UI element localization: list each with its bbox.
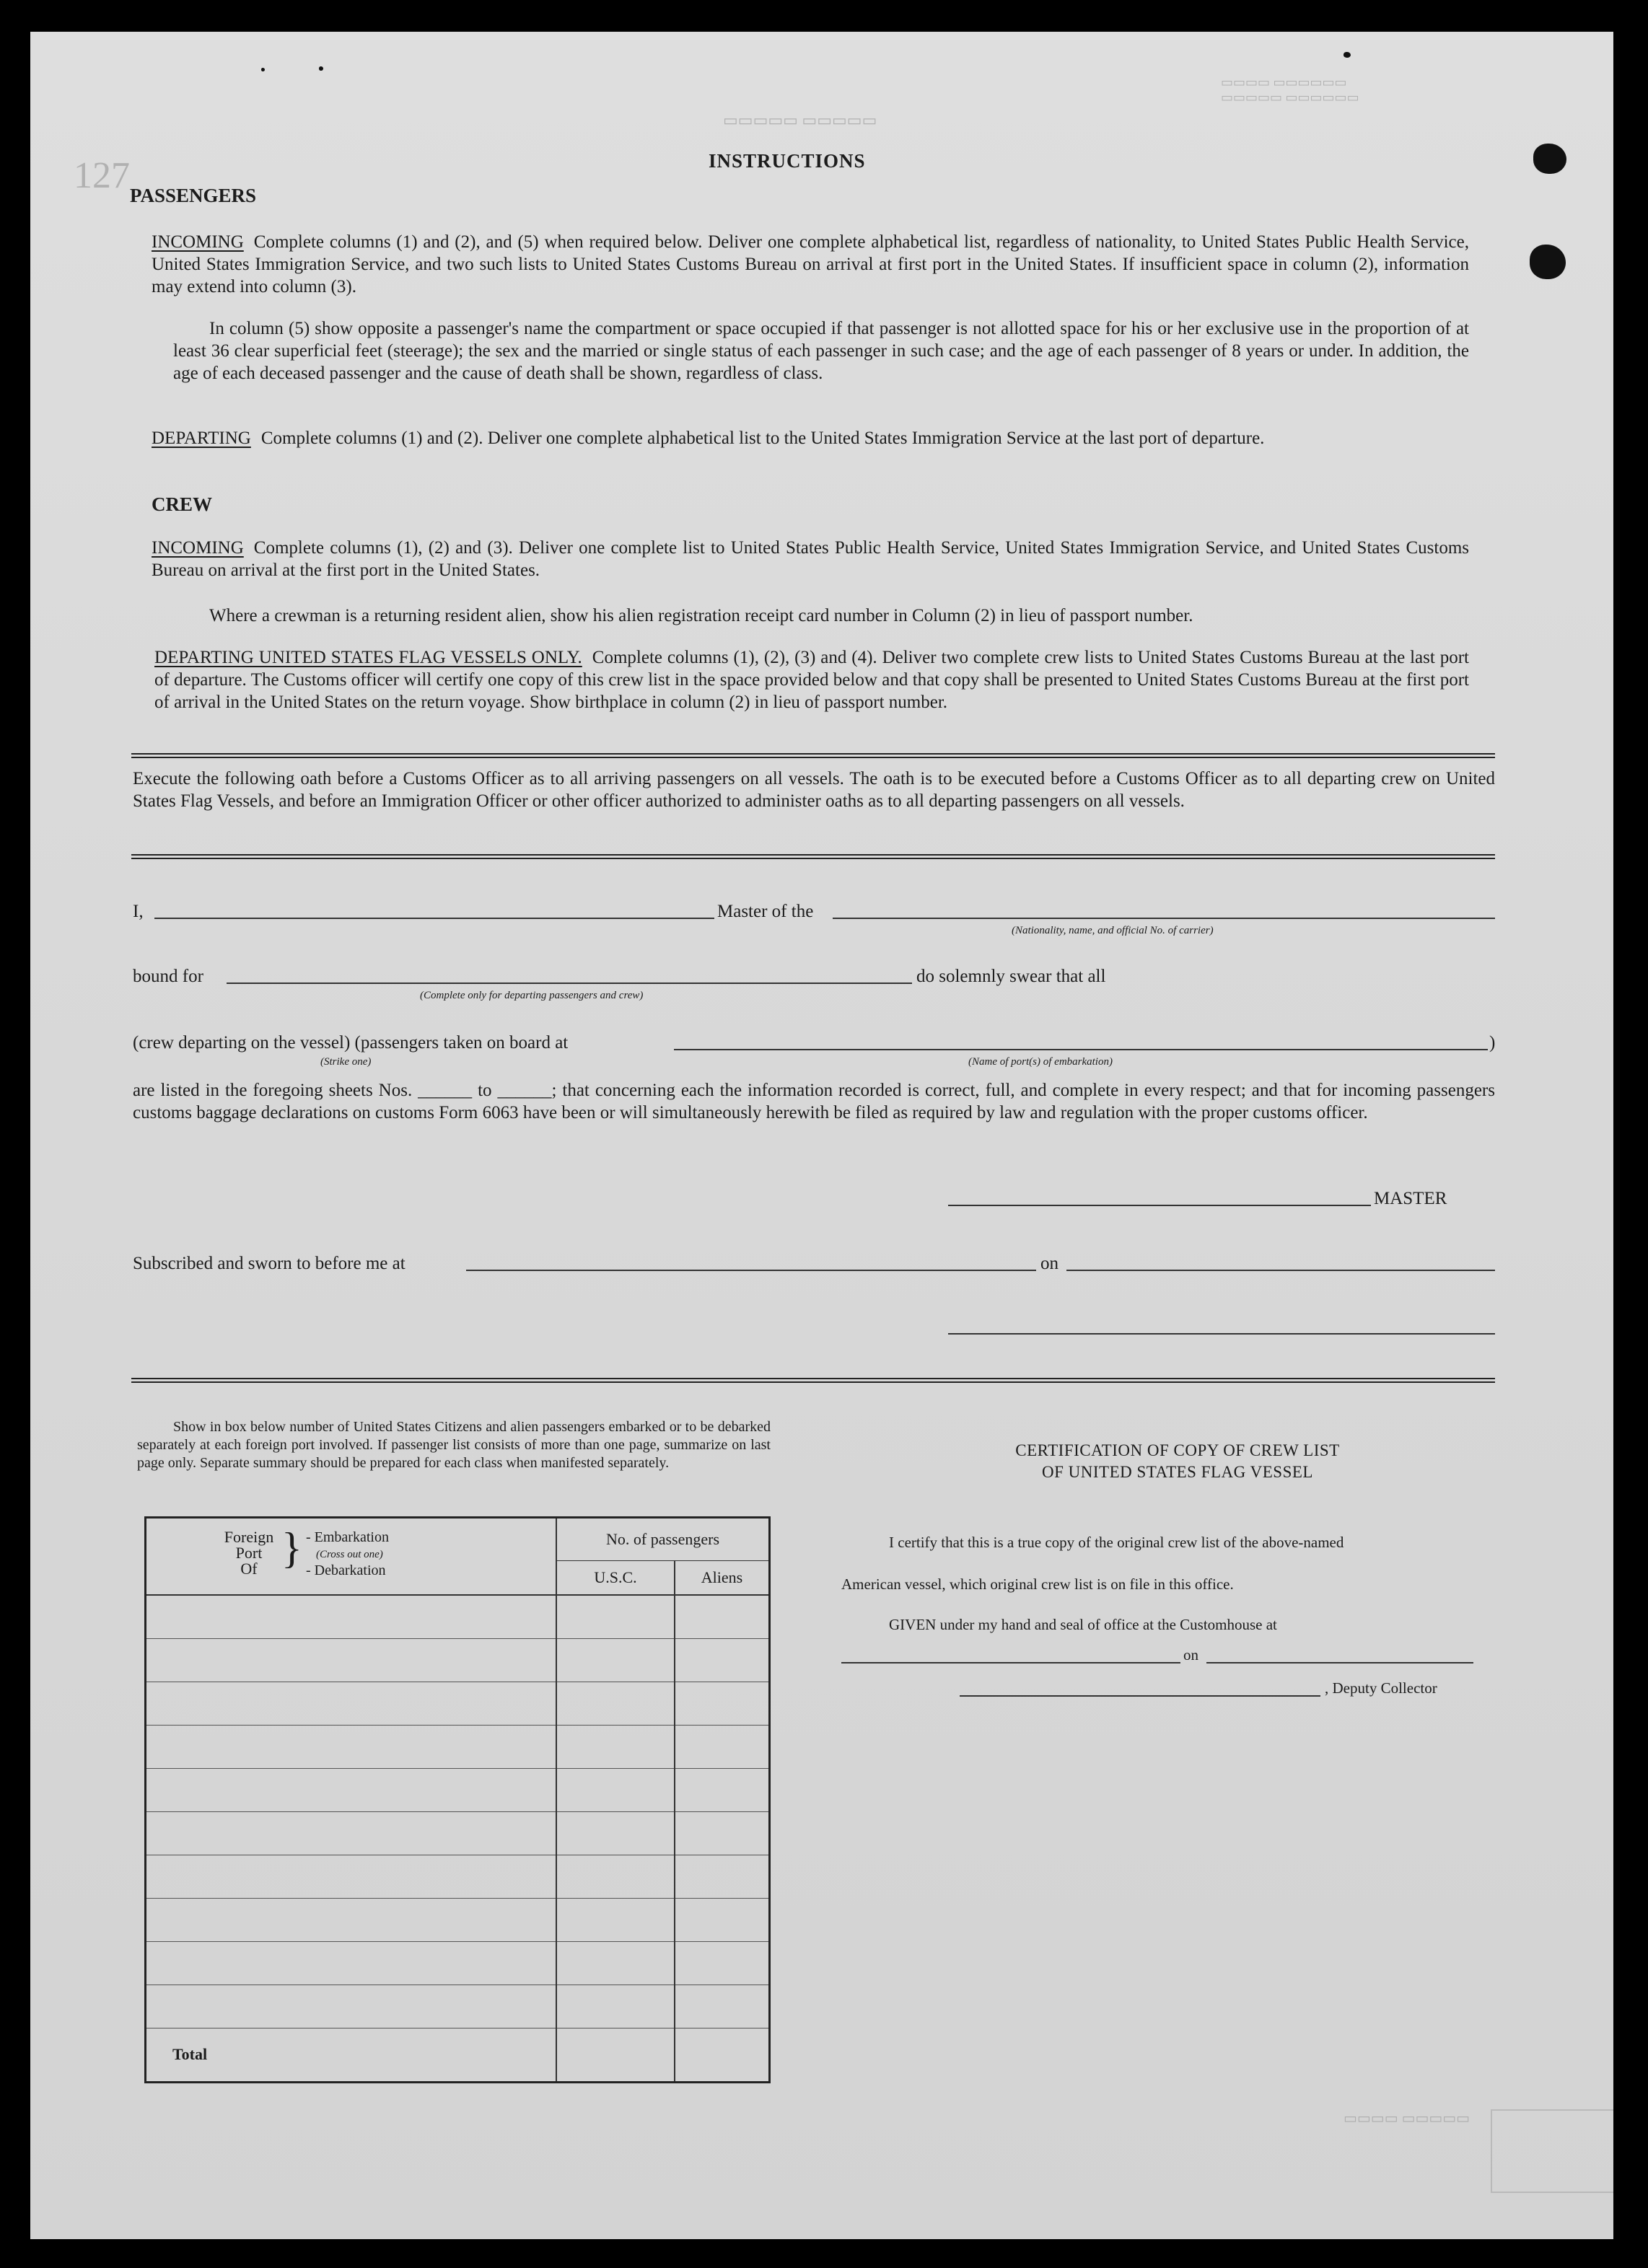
label-departing: DEPARTING (152, 428, 251, 448)
subscribed-date-field[interactable] (1066, 1270, 1495, 1271)
crew-returning-alien-paragraph: Where a crewman is a returning resident alien, show his alien registration receipt card number in Column (2) in lieu of passport number. (209, 606, 1193, 625)
table-cell-usc[interactable] (556, 1638, 675, 1682)
total-aliens[interactable] (675, 2028, 770, 2082)
ink-speck (319, 66, 323, 71)
table-row-port[interactable] (146, 1725, 557, 1768)
certification-heading-line1: CERTIFICATION OF COPY OF CREW LIST (1015, 1441, 1340, 1459)
table-cell-aliens[interactable] (675, 1984, 770, 2028)
table-cell-usc[interactable] (556, 1595, 675, 1638)
table-header-passengers (556, 1518, 770, 1596)
table-cell-aliens[interactable] (675, 1638, 770, 1682)
bound-for-caption: (Complete only for departing passengers and crew) (420, 990, 644, 1001)
oath-i-label: I, (133, 902, 144, 921)
certification-heading-line2: OF UNITED STATES FLAG VESSEL (1042, 1463, 1313, 1481)
table-cell-aliens[interactable] (675, 1768, 770, 1811)
header-port: Port (235, 1544, 263, 1562)
header-foreign: Foreign (224, 1528, 274, 1546)
table-cell-usc[interactable] (556, 1984, 675, 2028)
crew-departing-paragraph: DEPARTING UNITED STATES FLAG VESSELS ONLY. Complete columns (1), (2), (3) and (4). Deliver two complete crew lists to United States Customs Bureau at the last port of departure. The Customs officer will certify one copy of this crew list in the space provided below and that copy shall be presented to United States Customs Bureau at the first port of arrival in the United States on the return voyage. Show birthplace in column (2) in lieu of passport number. (154, 648, 1470, 712)
master-name-field[interactable] (154, 918, 714, 919)
crew-passengers-label: (crew departing on the vessel) (passengers taken on board at (133, 1033, 569, 1052)
table-row-port[interactable] (146, 1811, 557, 1855)
double-rule (131, 753, 1495, 758)
double-rule (131, 854, 1495, 859)
ports-of-embarkation-field[interactable] (674, 1049, 1488, 1050)
deputy-collector-signature-field[interactable] (960, 1695, 1320, 1697)
master-of-the-label: Master of the (717, 902, 814, 921)
table-row-port[interactable] (146, 1898, 557, 1941)
table-cell-usc[interactable] (556, 1768, 675, 1811)
ink-blot (1530, 245, 1566, 279)
bound-for-label: bound for (133, 967, 203, 986)
table-cell-aliens[interactable] (675, 1595, 770, 1638)
ink-blot (1533, 144, 1566, 174)
american-vessel-text: American vessel, which original crew list is on file in this office. (841, 1575, 1234, 1593)
carrier-field-caption: (Nationality, name, and official No. of carrier) (1012, 925, 1214, 936)
master-signature-field[interactable] (948, 1205, 1371, 1206)
header-embarkation: - Embarkation (306, 1529, 389, 1545)
carrier-field[interactable] (833, 918, 1495, 919)
header-of: Of (240, 1560, 258, 1578)
section-heading-passengers: PASSENGERS (130, 185, 257, 206)
bleed-through-text: ▭▭▭▭ ▭▭▭▭▭ (1344, 2111, 1471, 2127)
table-cell-aliens[interactable] (675, 1682, 770, 1725)
certification-date-field[interactable] (1206, 1662, 1473, 1663)
subscribed-place-field[interactable] (466, 1270, 1036, 1271)
table-row-port[interactable] (146, 1941, 557, 1984)
table-cell-aliens[interactable] (675, 1725, 770, 1768)
deputy-collector-label: , Deputy Collector (1325, 1679, 1437, 1697)
passenger-summary-table (144, 1516, 771, 2083)
table-cell-aliens[interactable] (675, 1855, 770, 1898)
crew-incoming-paragraph: INCOMING Complete columns (1), (2) and (3). Deliver one complete list to United States Public Health Service, United States Immigration Service, and United States Customs Bureau on arrival at the first port in the United States. (152, 538, 1469, 580)
table-cell-usc[interactable] (556, 1855, 675, 1898)
total-usc[interactable] (556, 2028, 675, 2082)
oath-instructions-paragraph: Execute the following oath before a Customs Officer as to all arriving passengers on all vessels. The oath is to be executed before a Customs Officer as to all departing crew on United States Flag Vessels, and before an Immigration Officer or other officer authorized to administer oaths as to all departing passengers on all vessels. (133, 769, 1495, 811)
table-cell-usc[interactable] (556, 1811, 675, 1855)
table-cell-aliens[interactable] (675, 1941, 770, 1984)
document-page (30, 32, 1613, 2239)
header-cross-out: (Cross out one) (316, 1549, 383, 1560)
table-cell-usc[interactable] (556, 1725, 675, 1768)
header-debarkation: - Debarkation (306, 1562, 386, 1578)
subscribed-label: Subscribed and sworn to before me at (133, 1254, 406, 1273)
passengers-departing-paragraph: DEPARTING Complete columns (1) and (2). Deliver one complete alphabetical list to the United States Immigration Service at the last port of departure. (152, 428, 1265, 448)
customhouse-place-field[interactable] (841, 1662, 1180, 1663)
page-title: INSTRUCTIONS (709, 150, 866, 172)
officer-signature-field[interactable] (948, 1333, 1495, 1335)
bound-for-field[interactable] (227, 983, 912, 984)
header-aliens: Aliens (701, 1568, 743, 1586)
certification-on-label: on (1183, 1646, 1198, 1663)
solemnly-swear-label: do solemnly swear that all (916, 967, 1106, 986)
certification-heading (860, 1440, 1495, 1483)
label-departing-flag-vessels: DEPARTING UNITED STATES FLAG VESSELS ONLY. (154, 648, 582, 667)
bleed-through-text: ▭▭▭▭ ▭▭▭▭▭▭ ▭▭▭▭▭ ▭▭▭▭▭▭ (1221, 75, 1359, 105)
ink-speck (1344, 52, 1351, 58)
table-row-port[interactable] (146, 1768, 557, 1811)
section-heading-crew: CREW (152, 493, 213, 515)
label-incoming: INCOMING (152, 232, 244, 252)
total-label: Total (146, 2028, 557, 2082)
table-cell-aliens[interactable] (675, 1898, 770, 1941)
header-no-of-passengers: No. of passengers (557, 1518, 768, 1561)
table-cell-usc[interactable] (556, 1898, 675, 1941)
passengers-incoming-paragraph: INCOMING Complete columns (1) and (2), and (5) when required below. Deliver one complete alphabetical list, regardless of nationality, to United States Public Health Service, United States Immigration Service, and two such lists to United States Customs Bureau on arrival at first port in the United States. If insufficient space in column (2), information may extend into column (3). (152, 232, 1469, 296)
table-row-port[interactable] (146, 1855, 557, 1898)
strike-one-caption: (Strike one) (320, 1056, 372, 1068)
table-row-port[interactable] (146, 1595, 557, 1638)
table-row-port[interactable] (146, 1984, 557, 2028)
closing-paren: ) (1489, 1033, 1496, 1052)
master-label: MASTER (1374, 1189, 1447, 1208)
oath-body-paragraph: are listed in the foregoing sheets Nos. ______ to ______; that concerning each the information recorded is correct, full, and complete in every respect; and that for incoming passengers customs baggage declarations on customs Form 6063 have been or will simultaneously herewith be filed as required by law and regulation with the proper customs officer. (133, 1081, 1495, 1122)
given-text: GIVEN under my hand and seal of office at the Customhouse at (889, 1616, 1277, 1633)
bleed-through-text: ▭▭▭▭▭ ▭▭▭▭▭ (723, 111, 877, 129)
table-cell-usc[interactable] (556, 1682, 675, 1725)
brace: } (281, 1524, 302, 1572)
on-label: on (1040, 1254, 1059, 1273)
bleed-through-number: 127 (74, 155, 130, 196)
faint-stamp-box (1491, 2109, 1613, 2193)
label-incoming: INCOMING (152, 538, 244, 558)
double-rule (131, 1378, 1495, 1383)
table-row-port[interactable] (146, 1638, 557, 1682)
passengers-column5-paragraph: In column (5) show opposite a passenger's name the compartment or space occupied if that passenger is not allotted space for his or her exclusive use in the proportion of at least 36 clear superficial feet (steerage); the sex and the married or single status of each passenger in such case; and the age of each passenger of 8 years or under. In addition, the age of each deceased passenger and the cause of death shall be shown, regardless of class. (173, 319, 1469, 383)
table-header-port (146, 1518, 557, 1596)
table-cell-aliens[interactable] (675, 1811, 770, 1855)
table-cell-usc[interactable] (556, 1941, 675, 1984)
header-usc: U.S.C. (557, 1561, 675, 1594)
ports-caption: (Name of port(s) of embarkation) (968, 1056, 1113, 1068)
ink-speck (261, 68, 265, 71)
certify-text: I certify that this is a true copy of the original crew list of the above-named (889, 1534, 1344, 1551)
table-row-port[interactable] (146, 1682, 557, 1725)
summary-instructions: Show in box below number of United States Citizens and alien passengers embarked or to be debarked separately at each foreign port involved. If passenger list consists of more than one page, summarize on last page only. Separate summary should be prepared for each class when manifested separately. (137, 1419, 771, 1471)
